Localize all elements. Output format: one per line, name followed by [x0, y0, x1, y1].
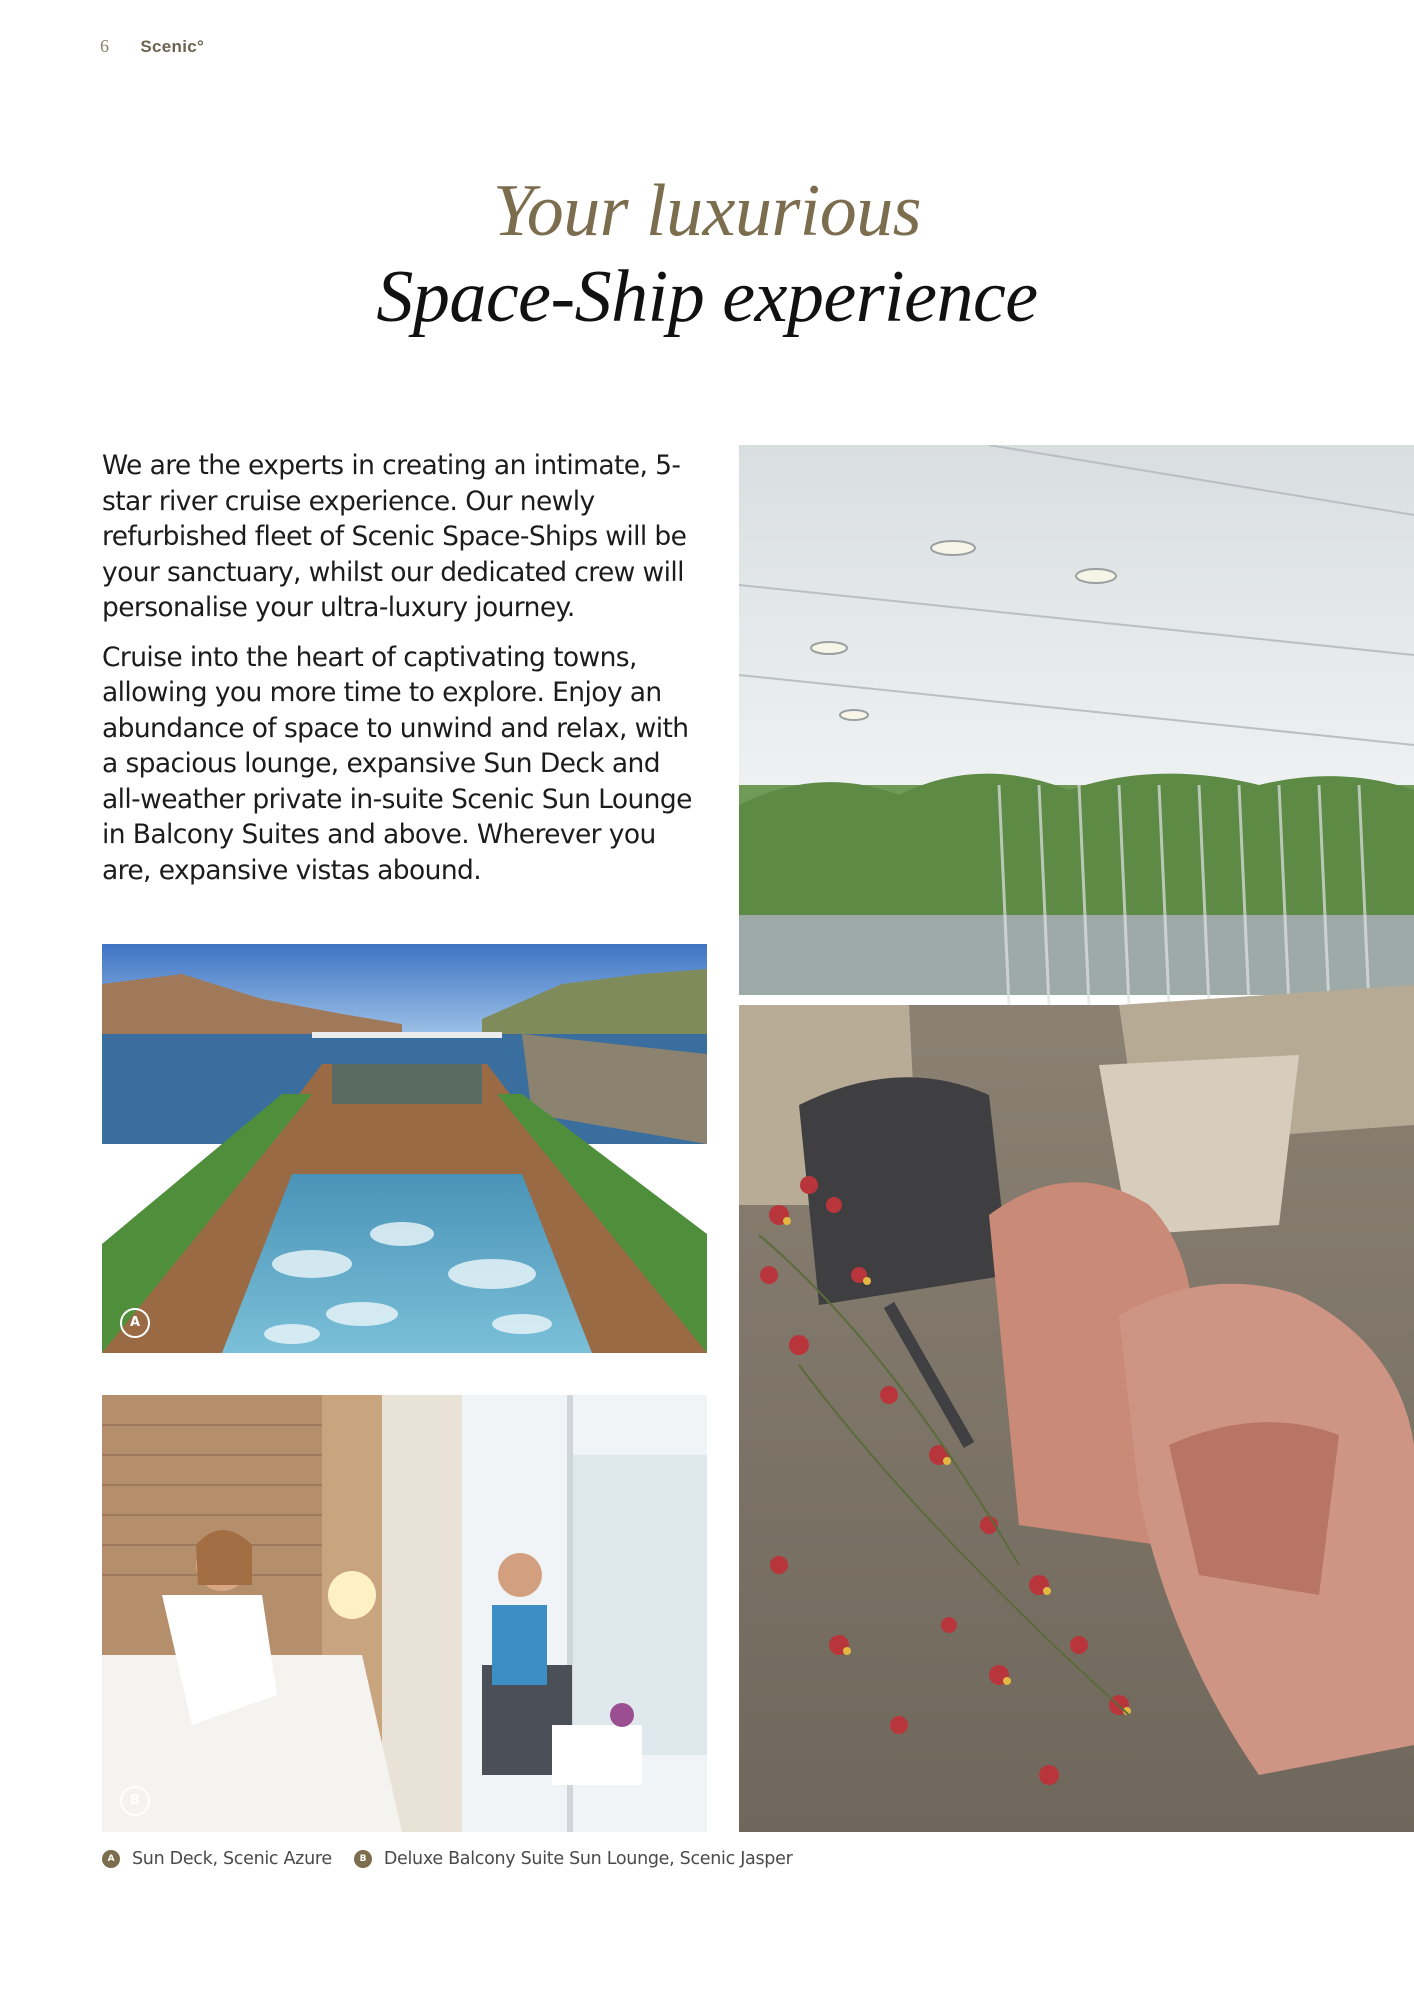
caption-a-text: Sun Deck, Scenic Azure — [132, 1849, 332, 1869]
page-title — [0, 168, 1414, 340]
sun-deck-image — [102, 944, 707, 1353]
caption-b — [354, 1849, 793, 1869]
body-text — [102, 448, 702, 902]
caption-b-marker: B — [354, 1850, 372, 1868]
suite-photo — [102, 1395, 707, 1832]
photo-a-marker: A — [120, 1308, 150, 1338]
title-line-1: Your luxurious — [492, 170, 922, 252]
caption-b-text: Deluxe Balcony Suite Sun Lounge, Scenic Jasper — [383, 1849, 793, 1869]
brand-logo: Scenic° — [140, 37, 205, 56]
sun-deck-photo — [102, 944, 707, 1353]
caption-a — [102, 1849, 332, 1869]
lounge-photo — [739, 445, 1414, 1832]
body-paragraph-1: We are the experts in creating an intimate, 5-star river cruise experience. Our newly refurbished fleet of Scenic Space-Ships will be your sanctuary, whilst our dedicated crew will personalise your ultra-luxury journey. — [102, 450, 687, 623]
photo-captions — [102, 1849, 814, 1869]
page-number: 6 — [100, 36, 109, 56]
caption-a-marker: A — [102, 1850, 120, 1868]
body-paragraph-2: Cruise into the heart of captivating towns, allowing you more time to explore. Enjoy an abundance of space to unwind and relax, with a spacious lounge, expansive Sun Deck and all-weather private in-suite Scenic Sun Lounge in Balcony Suites and above. Wherever you are, expansive vistas abound. — [102, 641, 692, 886]
title-line-2: Space-Ship experience — [376, 256, 1038, 338]
photo-b-marker: B — [120, 1786, 150, 1816]
lounge-image — [739, 445, 1414, 1832]
page-header — [100, 36, 204, 57]
suite-image — [102, 1395, 707, 1832]
